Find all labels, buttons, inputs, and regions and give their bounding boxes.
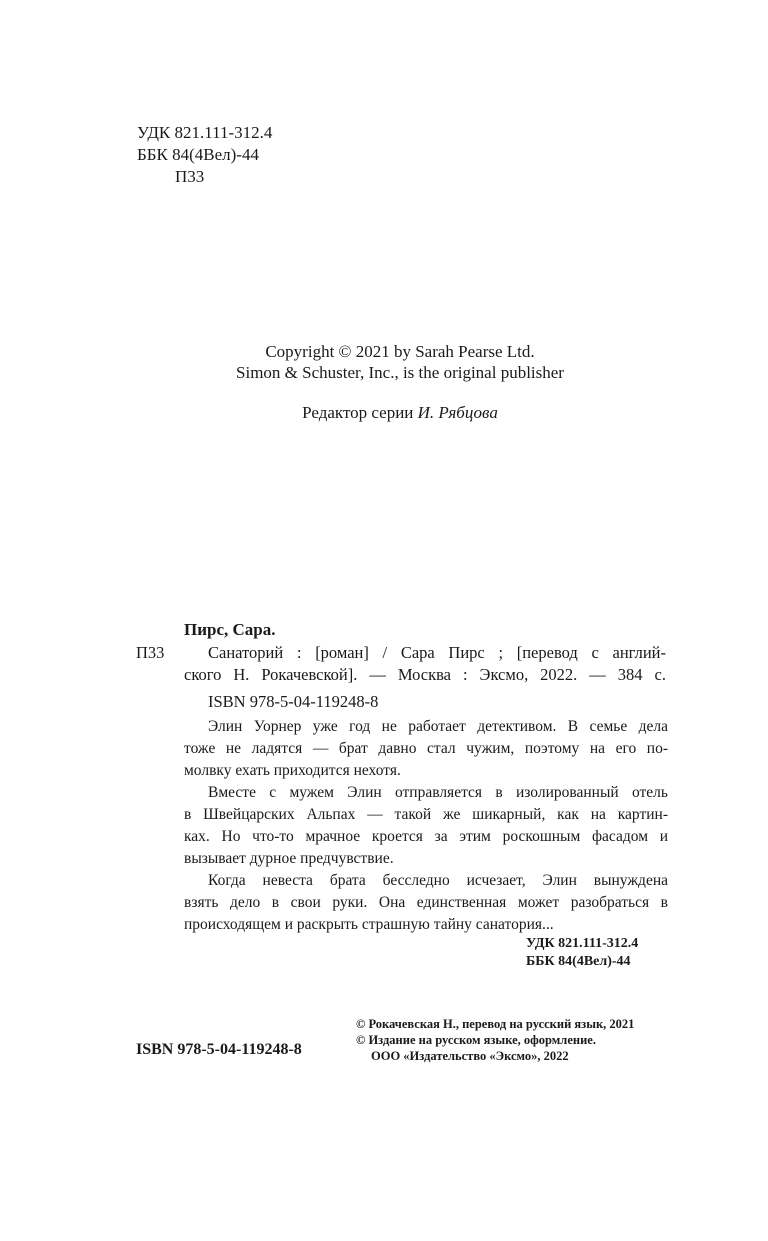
bottom-udk-code: УДК 821.111-312.4 [526, 936, 639, 951]
annotation-p3-line-3: происходящем и раскрыть страшную тайну санатория... [184, 916, 554, 933]
record-author: Пирс, Сара. [184, 620, 276, 639]
record-index: П33 [136, 643, 165, 662]
annotation-p1-line-3: молвку ехать приходится нехотя. [184, 762, 401, 779]
annotation-p1-line-2: тоже не ладятся — брат давно стал чужим, поэтому на его по- [184, 740, 668, 757]
copyright-line-2: Simon & Schuster, Inc., is the original publisher [236, 363, 564, 382]
record-title-line-2: ского Н. Рокачевской]. — Москва : Эксмо, 2022. — 384 с. [184, 665, 666, 684]
annotation-p3-line-1: Когда невеста брата бесследно исчезает, Элин вынуждена [208, 872, 668, 889]
author-mark-code: П33 [175, 167, 205, 186]
annotation-p2-line-4: вызывает дурное предчувствие. [184, 850, 394, 867]
copyright-line-1: Copyright © 2021 by Sarah Pearse Ltd. [265, 342, 535, 361]
annotation-p3-line-2: взять дело в свои руки. Она единственная может разобраться в [184, 894, 668, 911]
imprint-isbn: ISBN 978-5-04-119248-8 [136, 1041, 302, 1058]
record-isbn: ISBN 978-5-04-119248-8 [208, 692, 379, 711]
annotation-p2-line-3: ках. Но что-то мрачное кроется за этим роскошным фасадом и [184, 828, 668, 845]
series-editor-name: И. Рябцова [417, 403, 498, 422]
series-editor [0, 402, 768, 423]
series-editor-label: Редактор серии [302, 403, 418, 422]
rights-publisher: ООО «Издательство «Эксмо», 2022 [371, 1049, 569, 1063]
udk-code: УДК 821.111-312.4 [137, 123, 273, 142]
rights-edition: © Издание на русском языке, оформление. [356, 1033, 596, 1047]
annotation-p2-line-1: Вместе с мужем Элин отправляется в изолированный отель [208, 784, 668, 801]
rights-translation: © Рокачевская Н., перевод на русский язык, 2021 [356, 1017, 635, 1031]
record-title-line-1: Санаторий : [роман] / Сара Пирс ; [перевод с англий- [208, 643, 666, 662]
annotation-p1-line-1: Элин Уорнер уже год не работает детективом. В семье дела [208, 718, 668, 735]
bottom-bbk-code: ББК 84(4Вел)-44 [526, 954, 631, 969]
annotation-p2-line-2: в Швейцарских Альпах — такой же шикарный, как на картин- [184, 806, 668, 823]
bbk-code: ББК 84(4Вел)-44 [137, 145, 259, 164]
